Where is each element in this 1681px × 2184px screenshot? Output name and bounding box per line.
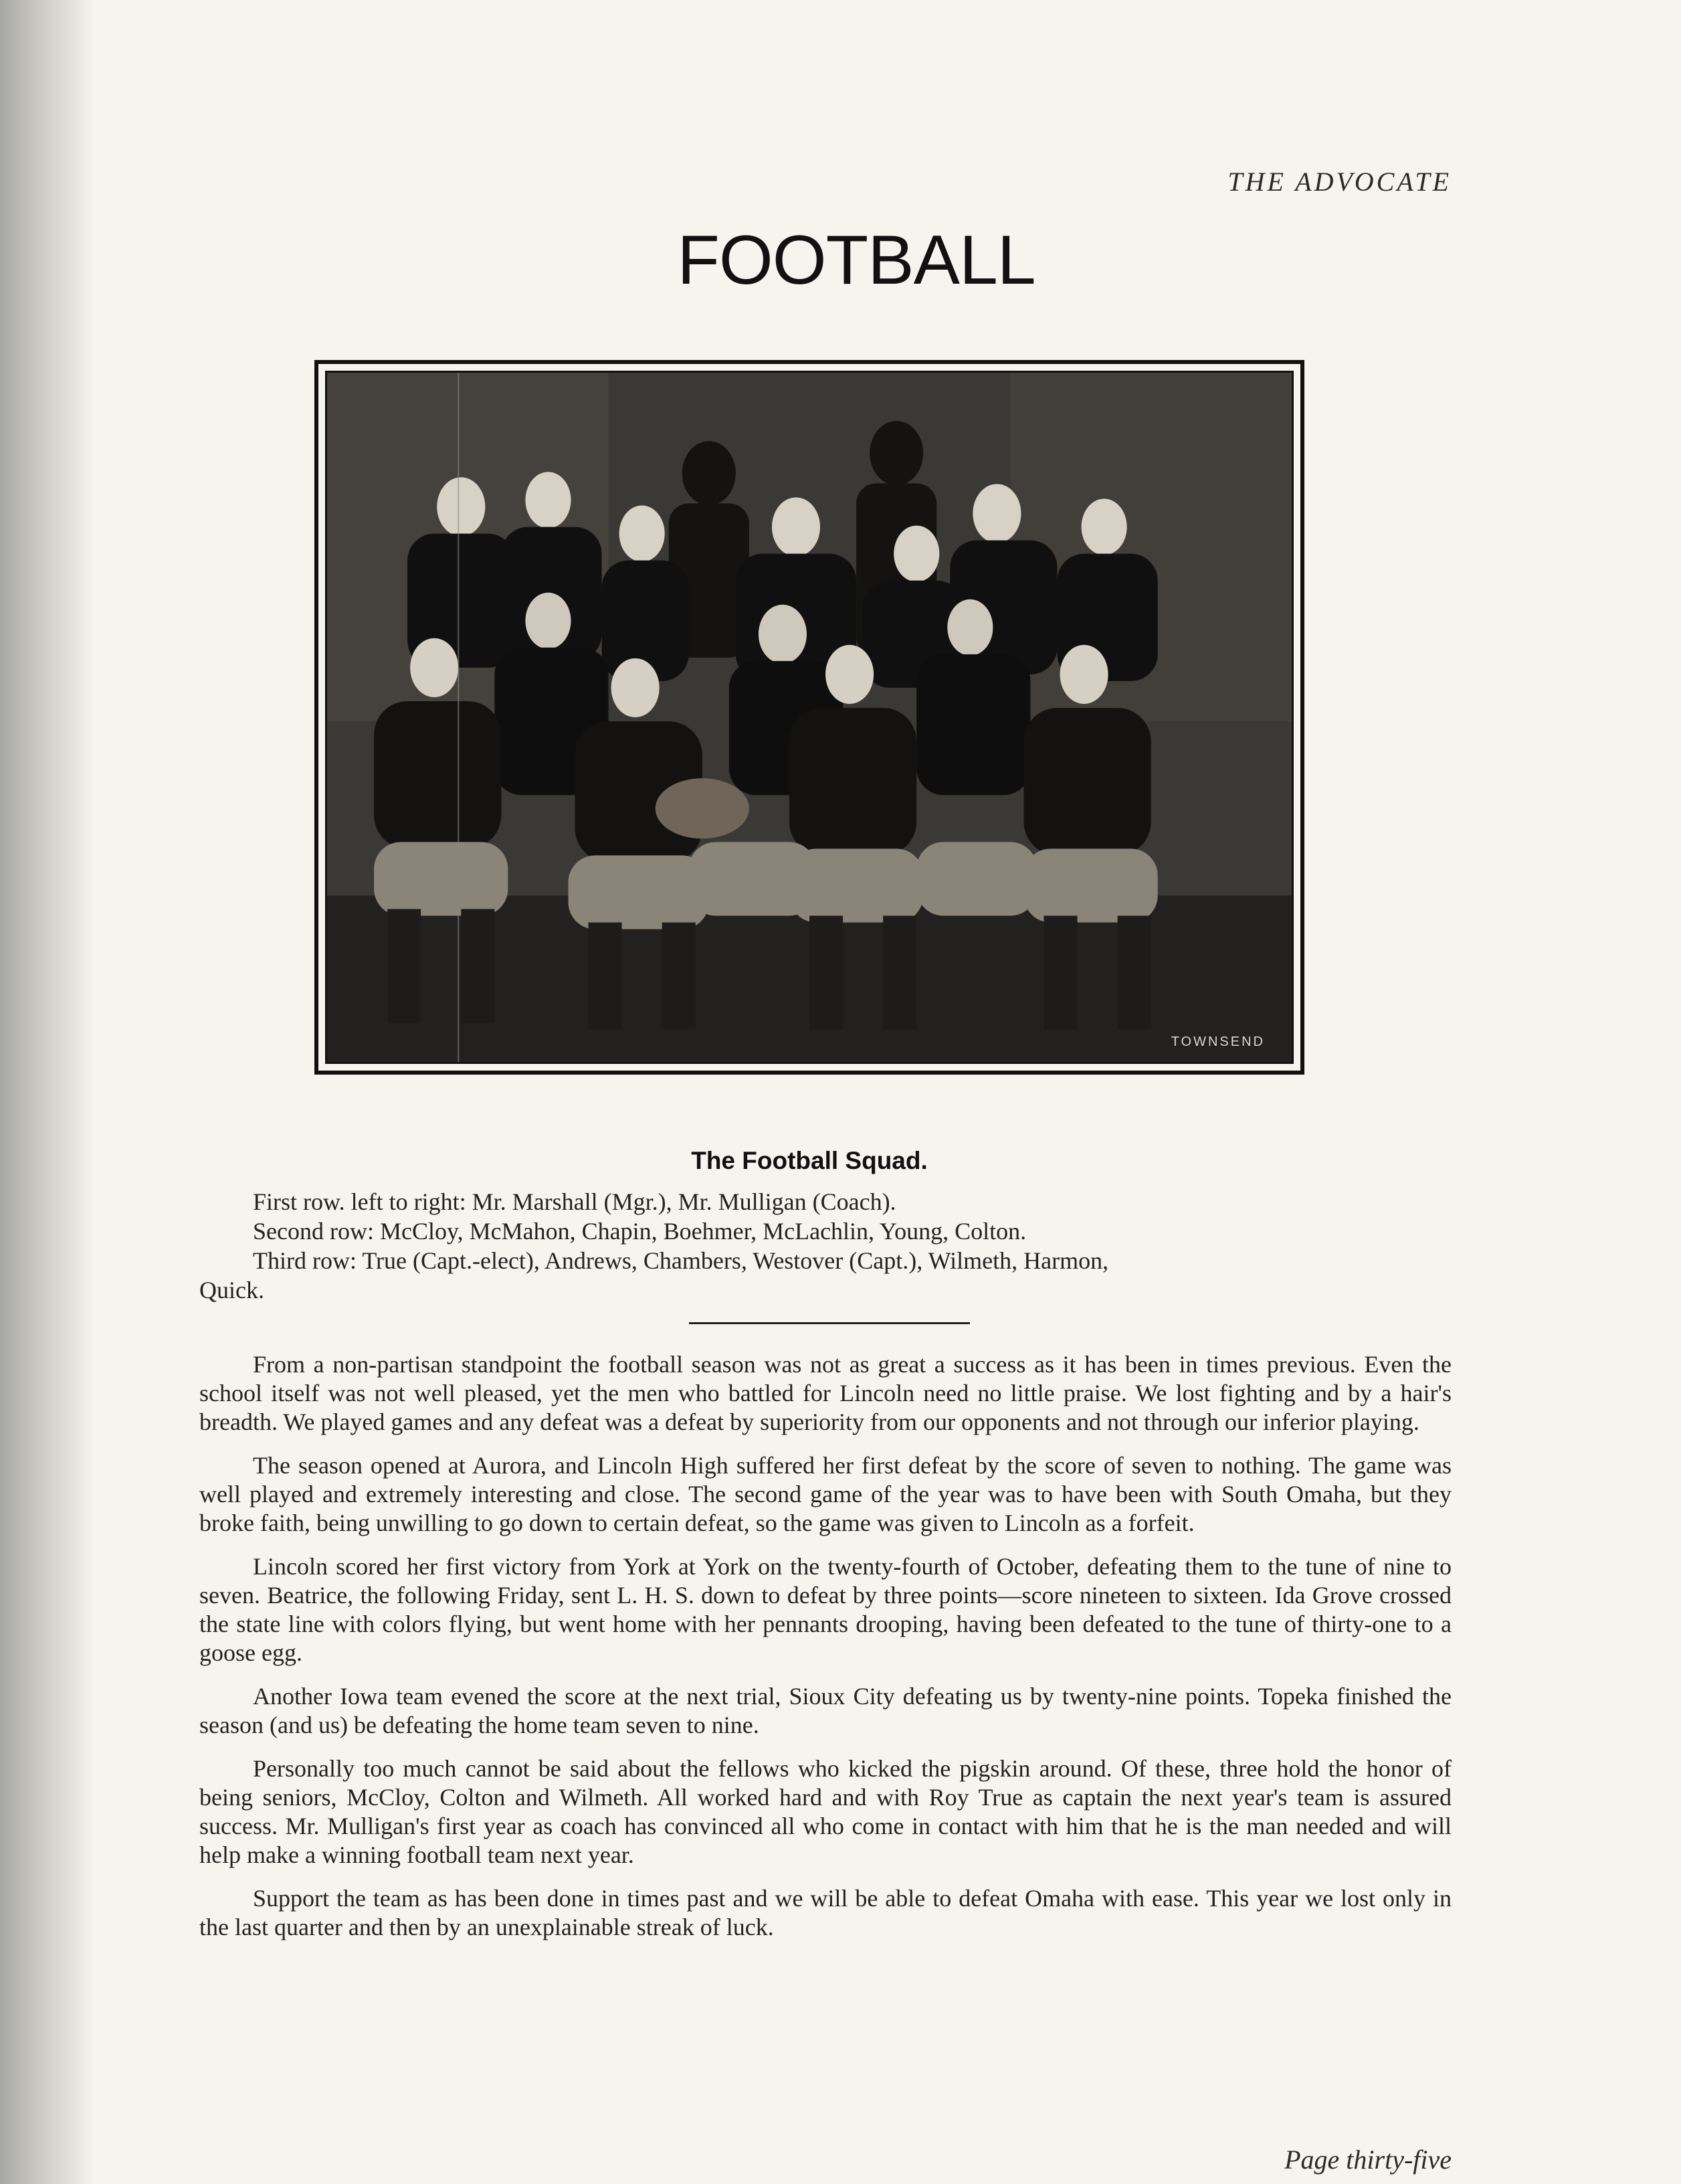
- paragraph: Support the team as has been done in times past and we will be able to defeat Omaha with ease. This year we lost only in the last quarter and then by an unexplainable streak of luck.: [199, 1885, 1452, 1940]
- binding-shadow: [0, 0, 94, 2184]
- paragraph: The season opened at Aurora, and Lincoln High suffered her first defeat by the score of seven to nothing. The game was well played and extremely interesting and close. The second game of the year was to have been with South Omaha, but they broke faith, being unwilling to go down to certain defeat, so the game was given to Lincoln as a forfeit.: [199, 1452, 1452, 1536]
- roster-row-names: Mr. Marshall (Mgr.), Mr. Mulligan (Coach).: [472, 1188, 896, 1215]
- roster-row-first: [199, 1187, 1452, 1216]
- roster-row-names: McCloy, McMahon, Chapin, Boehmer, McLachlin, Young, Colton.: [379, 1218, 1027, 1245]
- photographer-mark: TOWNSEND: [1171, 1034, 1265, 1049]
- roster-row-label: First row. left to right:: [253, 1188, 466, 1215]
- roster-row-names: Quick.: [199, 1277, 264, 1303]
- section-divider: [689, 1322, 970, 1324]
- roster-row-label: Second row:: [253, 1218, 374, 1245]
- paragraph: Lincoln scored her first victory from York at York on the twenty-fourth of October, defeating them to the tune of nine to seven. Beatrice, the following Friday, sent L. H. S. down to defeat by three points—score nineteen to sixteen. Ida Grove crossed the state line with colors flying, but went home with her pennants drooping, having been defeated to the tune of thirty-one to a goose egg.: [199, 1553, 1452, 1666]
- roster-row-third: [199, 1246, 1452, 1275]
- team-photo-frame: [314, 360, 1304, 1075]
- roster: [199, 1187, 1452, 1305]
- page-number: Page thirty-five: [1284, 2145, 1452, 2175]
- article-body: [199, 1350, 1452, 1956]
- paragraph: From a non-partisan standpoint the football season was not as great a success as it has been in times previous. Even the school itself was not well pleased, yet the men who battled for Lincoln need no little praise. We lost fighting and by a hair's breadth. We played games and any defeat was a defeat by superiority from our opponents and not through our inferior playing.: [199, 1351, 1452, 1435]
- roster-row-second: [199, 1216, 1452, 1246]
- running-head: THE ADVOCATE: [1227, 167, 1452, 197]
- roster-row-third-continued: [199, 1275, 1452, 1305]
- roster-row-names: True (Capt.-elect), Andrews, Chambers, Westover (Capt.), Wilmeth, Harmon,: [362, 1247, 1109, 1274]
- team-photo: [325, 371, 1294, 1064]
- page-title: FOOTBALL: [677, 221, 1035, 299]
- caption-title: The Football Squad.: [691, 1147, 928, 1174]
- roster-row-label: Third row:: [253, 1247, 357, 1274]
- paragraph: Personally too much cannot be said about the fellows who kicked the pigskin around. Of these, three hold the honor of being seniors, McCloy, Colton and Wilmeth. All worked hard and with Roy True as captain the next year's team is assured success. Mr. Mulligan's first year as coach has convinced all who come in contact with him that he is the man needed and will help make a winning football team next year.: [199, 1755, 1452, 1868]
- team-photo-illustration: [327, 373, 1292, 1062]
- paragraph: Another Iowa team evened the score at the next trial, Sioux City defeating us by twenty-nine points. Topeka finished the season (and us) be defeating the home team seven to nine.: [199, 1683, 1452, 1738]
